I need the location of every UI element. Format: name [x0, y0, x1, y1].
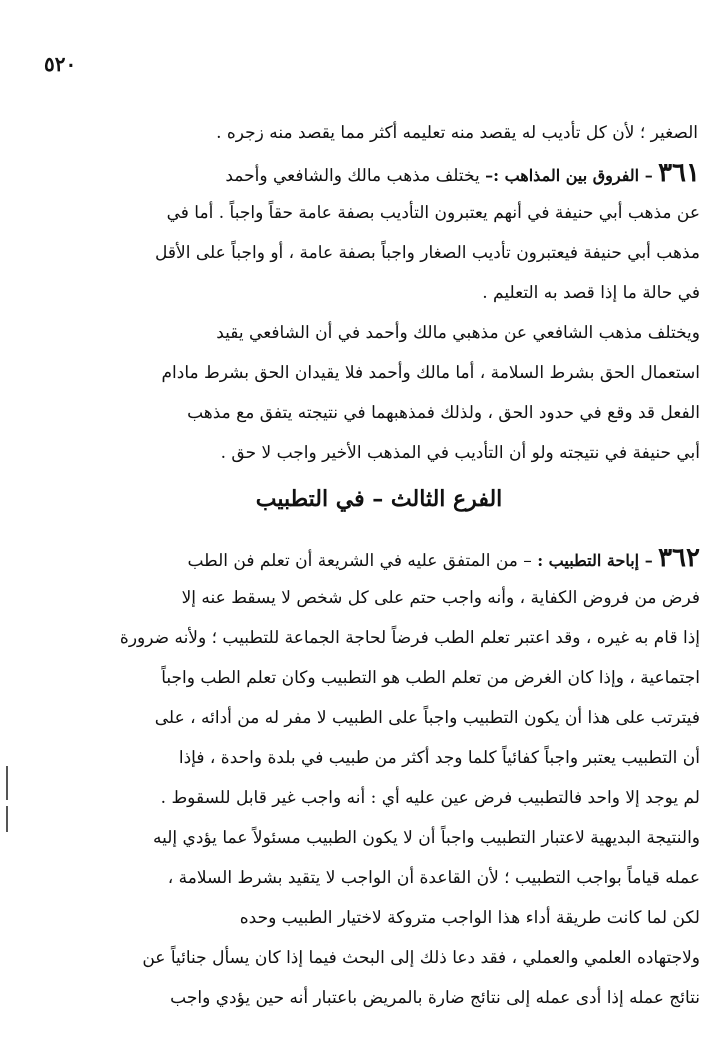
paragraph-line: أن التطبيب يعتبر واجباً كفائياً كلما وجد أكثر من طبيب في بلدة واحدة ، فإذا: [178, 748, 700, 768]
paragraph-line: نتائج عمله إذا أدى عمله إلى نتائج ضارة بالمريض باعتبار أنه حين يؤدي واجب: [170, 988, 700, 1008]
section-362-block: [58, 538, 700, 1018]
paragraph-line: ويختلف مذهب الشافعي عن مذهبي مالك وأحمد في أن الشافعي يقيد: [216, 323, 700, 343]
paragraph-line: عن مذهب أبي حنيفة في أنهم يعتبرون التأديب بصفة عامة حقاً واجباً . أما في: [166, 203, 700, 223]
paragraph-line: اجتماعية ، وإذا كان الغرض من تعلم الطب هو التطبيب وكان تعلم الطب واجباً: [161, 668, 700, 688]
paragraph-line: أبي حنيفة في نتيجته ولو أن التأديب في المذهب الأخير واجب لا حق .: [220, 443, 700, 463]
margin-line: [6, 806, 8, 832]
page-number: ٥٢٠: [44, 52, 77, 76]
paragraph-line: فرض من فروض الكفاية ، وأنه واجب حتم على كل شخص لا يسقط عنه إلا: [181, 588, 700, 608]
paragraph-line: إذا قام به غيره ، وقد اعتبر تعلم الطب فرضاً لحاجة الجماعة للتطبيب ؛ ولأنه ضرورة: [119, 628, 700, 648]
paragraph-text: يختلف مذهب مالك والشافعي وأحمد: [225, 166, 480, 186]
paragraph-line: الفعل قد وقع في حدود الحق ، ولذلك فمذهبهما في نتيجته يتفق مع مذهب: [187, 403, 700, 423]
paragraph-line: والنتيجة البديهية لاعتبار التطبيب واجباً أن لا يكون الطبيب مسئولاً عما يؤدي إليه: [152, 828, 700, 848]
paragraph-line: فيترتب على هذا أن يكون التطبيب واجباً على الطبيب لا مفر له من أدائه ، على: [154, 708, 700, 728]
section-361-heading-line: [58, 153, 700, 193]
section-number: ٣٦١: [658, 158, 700, 188]
paragraph-line: لم يوجد إلا واحد فالتطبيب فرض عين عليه أي : أنه واجب غير قابل للسقوط .: [160, 788, 700, 808]
margin-line: [6, 766, 8, 800]
section-362-heading-line: [58, 538, 700, 578]
paragraph-line: في حالة ما إذا قصد به التعليم .: [482, 283, 700, 303]
section-label: – الفروق بين المذاهب :–: [485, 166, 653, 185]
paragraph-line: مذهب أبي حنيفة فيعتبرون تأديب الصغار واجباً بصفة عامة ، أو واجباً على الأقل: [155, 243, 700, 263]
paragraph-line: ولاجتهاده العلمي والعملي ، فقد دعا ذلك إلى البحث فيما إذا كان يسأل جنائياً عن: [142, 948, 700, 968]
paragraph-text: – من المتفق عليه في الشريعة أن تعلم فن الطب: [187, 551, 532, 571]
section-361-block: [58, 113, 700, 473]
section-label: – إباحة التطبيب :: [537, 551, 653, 570]
paragraph-line: الصغير ؛ لأن كل تأديب له يقصد منه تعليمه أكثر مما يقصد منه زجره .: [216, 123, 698, 143]
paragraph-line: عمله قياماً بواجب التطبيب ؛ لأن القاعدة أن الواجب لا يتقيد بشرط السلامة ،: [167, 868, 700, 888]
section-number: ٣٦٢: [658, 543, 700, 573]
paragraph-line: استعمال الحق بشرط السلامة ، أما مالك وأحمد فلا يقيدان الحق بشرط مادام: [161, 363, 700, 383]
paragraph-line: لكن لما كانت طريقة أداء هذا الواجب متروكة لاختيار الطبيب وحده: [239, 908, 700, 928]
section-title: الفرع الثالث – في التطبيب: [255, 486, 503, 512]
